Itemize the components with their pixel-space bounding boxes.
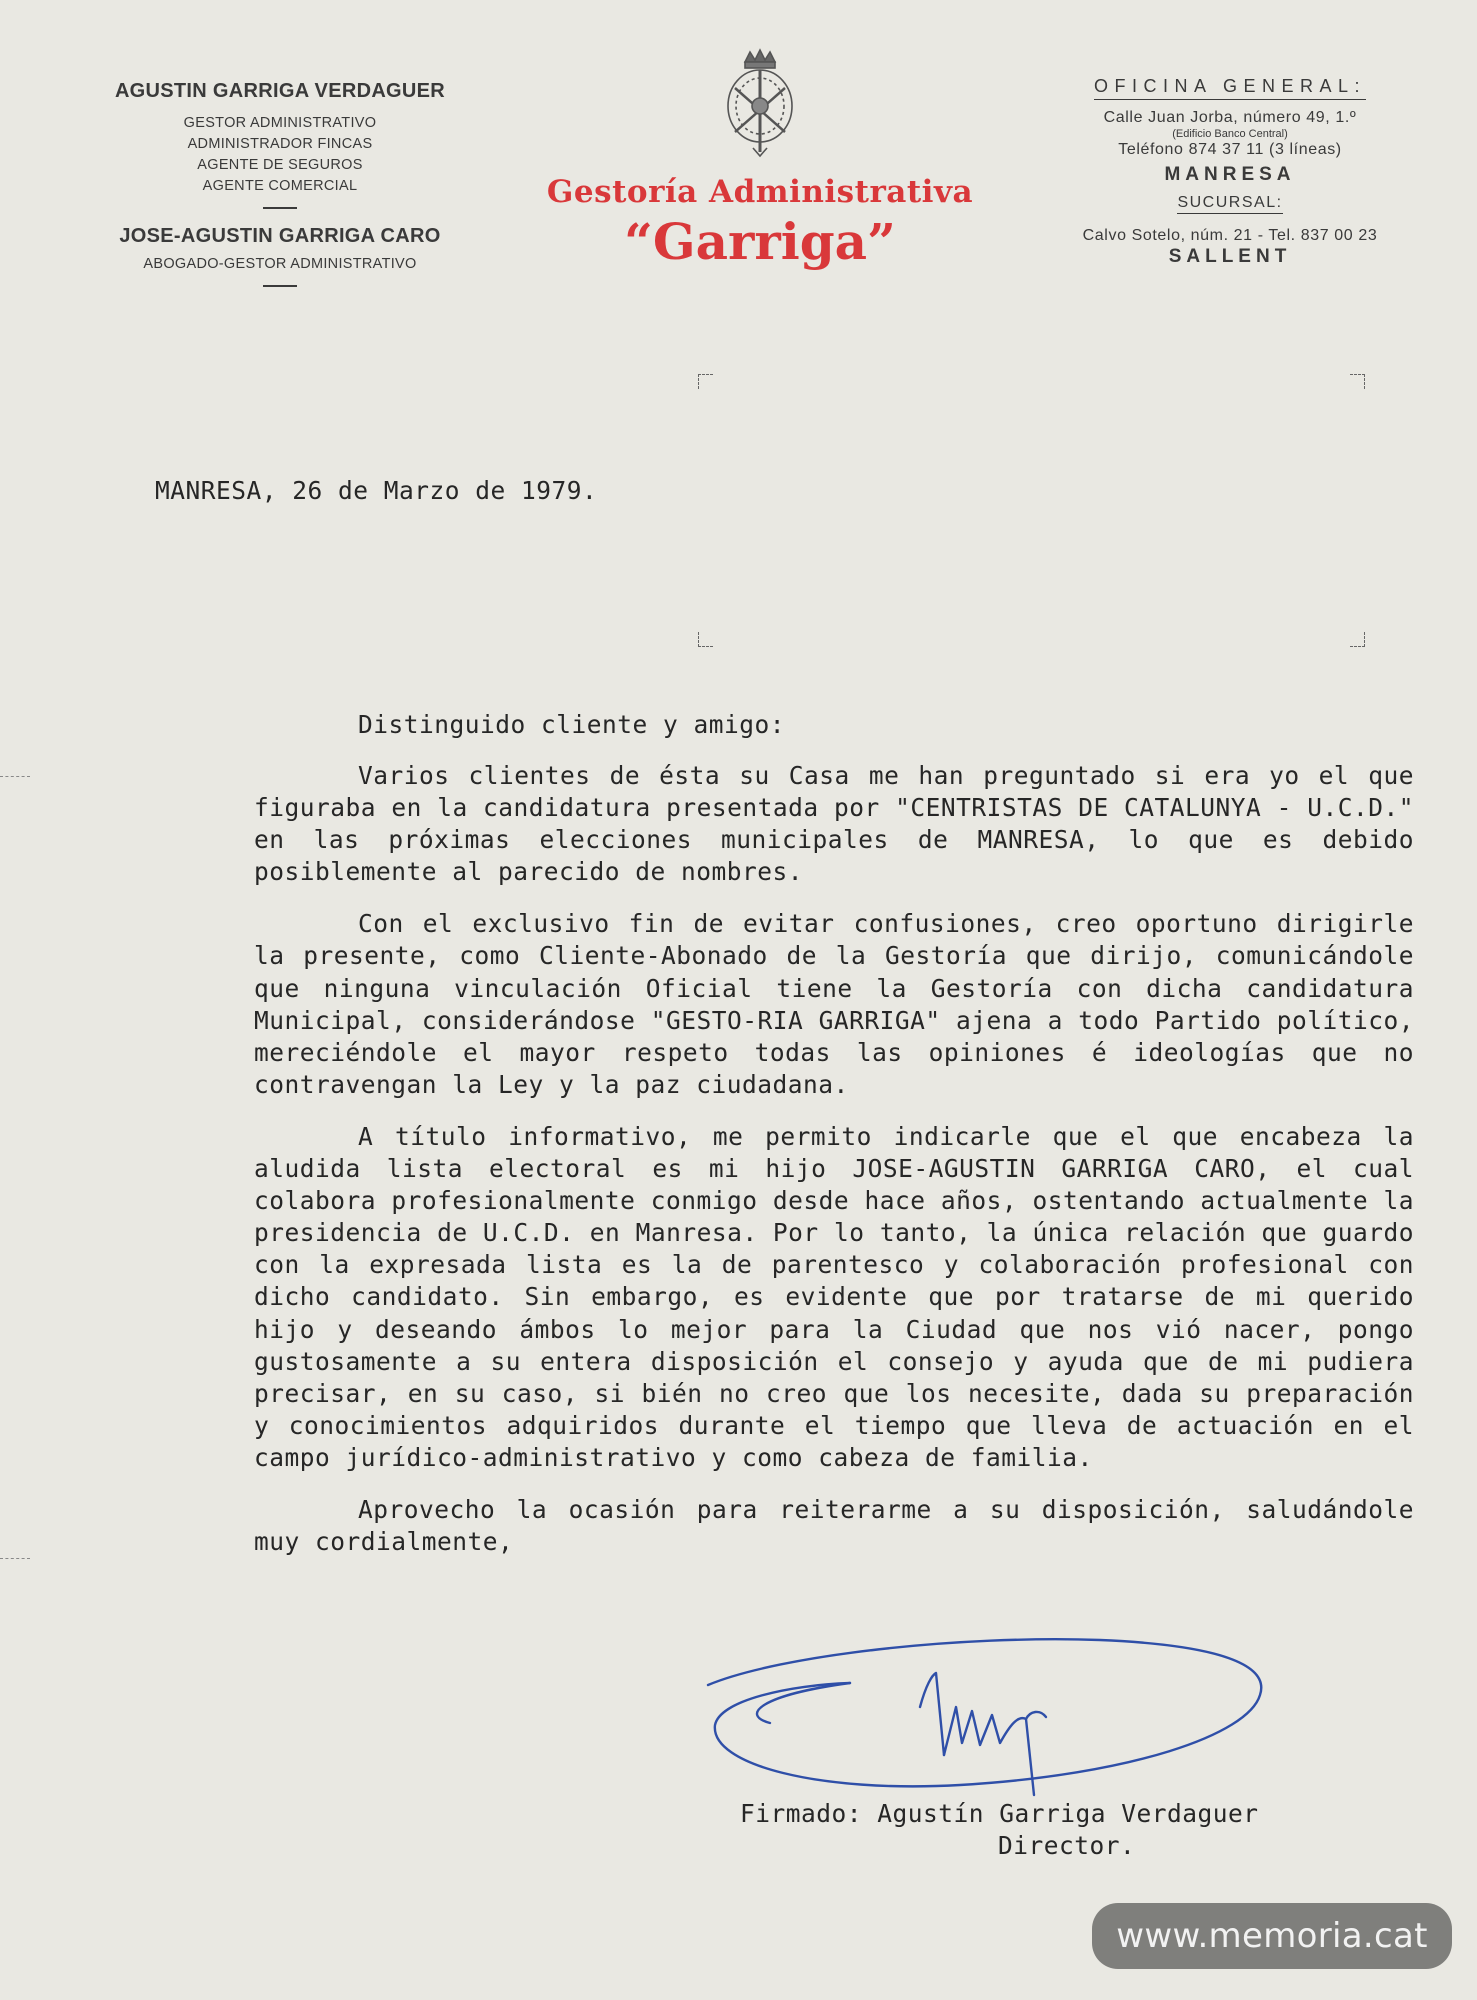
handwritten-signature <box>700 1615 1280 1815</box>
letterhead-center <box>520 48 1000 271</box>
role-line: AGENTE DE SEGUROS <box>197 157 363 173</box>
signature-block <box>740 1798 1380 1862</box>
salutation: Distinguido cliente y amigo: <box>358 710 786 739</box>
paragraph: Aprovecho la ocasión para reiterarme a su disposición, saludándole muy cordialmente, <box>254 1494 1414 1557</box>
office-building: (Edificio Banco Central) <box>1172 128 1288 140</box>
branch-city: SALLENT <box>1168 246 1292 267</box>
fold-mark <box>0 1558 30 1559</box>
partner-name: JOSE-AGUSTIN GARRIGA CARO <box>119 225 441 247</box>
window-mark <box>1350 374 1365 389</box>
director-name: AGUSTIN GARRIGA VERDAGUER <box>114 80 446 102</box>
paragraph: Con el exclusivo fin de evitar confusiones, creo oportuno dirigirle la presente, como Cliente-Abonado de la Gestoría que dirijo, comunicándole que ninguna vinculación Oficial tiene la Gestoría con dicha candidatura Municipal, considerándose "GESTO-RIA GARRIGA" ajena a todo Partido político, mereciéndole el mayor respeto todas las opiniones é ideologías que no contravengan la Ley y la paz ciudadana. <box>254 909 1414 1099</box>
letterhead-left <box>60 80 500 303</box>
window-mark <box>698 632 713 647</box>
window-mark <box>698 374 713 389</box>
letterhead-right <box>1040 76 1420 268</box>
branch-title: SUCURSAL: <box>1177 194 1282 214</box>
role-line: ADMINISTRADOR FINCAS <box>187 136 373 152</box>
office-title: OFICINA GENERAL: <box>1094 76 1366 100</box>
office-phone: Teléfono 874 37 11 (3 líneas) <box>1118 141 1342 158</box>
letter-body <box>254 760 1414 1558</box>
royal-crest-icon <box>715 48 805 158</box>
role-line: GESTOR ADMINISTRATIVO <box>183 115 377 131</box>
brand-title: Gestoría Administrativa <box>546 174 974 210</box>
signed-title: Director. <box>998 1831 1136 1860</box>
signed-name: Firmado: Agustín Garriga Verdaguer <box>740 1799 1259 1828</box>
partner-role: ABOGADO-GESTOR ADMINISTRATIVO <box>143 256 417 272</box>
paragraph: Varios clientes de ésta su Casa me han preguntado si era yo el que figuraba en la candidatura presentada por "CENTRISTAS DE CATALUNYA - U.C.D." en las próximas elecciones municipales de MANRESA, lo que es debido posiblemente al parecido de nombres. <box>254 761 1414 887</box>
office-address: Calle Juan Jorba, número 49, 1.º <box>1103 109 1357 126</box>
brand-name: “Garriga” <box>624 212 896 271</box>
watermark: www.memoria.cat <box>1092 1903 1452 1969</box>
window-mark <box>1350 632 1365 647</box>
divider <box>263 207 297 209</box>
letter-date: MANRESA, 26 de Marzo de 1979. <box>155 476 598 505</box>
role-line: AGENTE COMERCIAL <box>202 178 358 194</box>
divider <box>263 285 297 287</box>
paragraph: A título informativo, me permito indicarle que el que encabeza la aludida lista electoral es mi hijo JOSE-AGUSTIN GARRIGA CARO, el cual colabora profesionalmente conmigo desde hace años, ostentando actualmente la presidencia de U.C.D. en Manresa. Por lo tanto, la única relación que guardo con la expresada lista es la de parentesco y colaboración profesional con dicho candidato. Sin embargo, es evidente que por tratarse de mi querido hijo y deseando ámbos lo mejor para la Ciudad que nos vió nacer, pongo gustosamente a su entera disposición el consejo y ayuda que de mi pudiera precisar, en su caso, si bién no creo que los necesite, dada su preparación y conocimientos adquiridos durante el tiempo que lleva de actuación en el campo jurídico-administrativo y como cabeza de familia. <box>254 1121 1414 1472</box>
fold-mark <box>0 776 30 777</box>
office-city: MANRESA <box>1164 164 1296 185</box>
branch-address: Calvo Sotelo, núm. 21 - Tel. 837 00 23 <box>1082 227 1378 244</box>
